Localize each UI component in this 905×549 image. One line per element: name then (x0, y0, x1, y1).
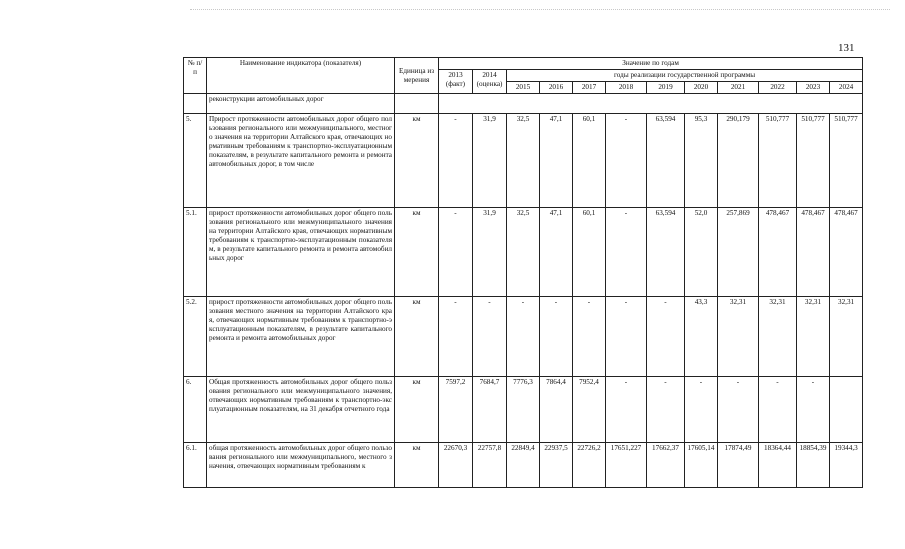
row-value-cell: - (439, 114, 473, 208)
row-value-cell: - (606, 297, 647, 377)
header-year-2015: 2015 (507, 82, 540, 94)
row-num: 5. (184, 114, 207, 208)
row-value-cell: - (606, 208, 647, 297)
row-value-cell: 43,3 (685, 297, 718, 377)
row-value-cell: 60,1 (573, 208, 606, 297)
row-value-cell: - (439, 297, 473, 377)
row-value-cell: 22757,8 (473, 443, 507, 488)
row-value-cell: - (473, 297, 507, 377)
row-unit: км (395, 208, 439, 297)
row-value-cell: - (647, 297, 685, 377)
row-value-cell: 22849,4 (507, 443, 540, 488)
header-year-2014-label: 2014 (482, 71, 497, 79)
header-year-2023: 2023 (797, 82, 830, 94)
row-value-cell: 510,777 (830, 114, 863, 208)
table-row (184, 297, 863, 377)
row-indicator-name: прирост протяженности автомобильных дорог общего пользования регионального или межмуниципального значения на территории Алтайского края, отвечающих нормативным требованиям к транспортно-эксплуатационным показателям, в результате капитального ремонта и ремонта автомобильных дорог (207, 208, 395, 297)
row-value-cell: 22726,2 (573, 443, 606, 488)
header-num: № п/п (184, 58, 207, 94)
header-year-2018: 2018 (606, 82, 647, 94)
row-value-cell: - (797, 377, 830, 443)
row-value-cell: 510,777 (759, 114, 797, 208)
row-value-cell: 32,31 (830, 297, 863, 377)
header-year-2014 (473, 70, 507, 94)
row-value-cell: 7864,4 (540, 377, 573, 443)
row-value-cell: - (759, 377, 797, 443)
row-value-cell: 18854,39 (797, 443, 830, 488)
row-num: 6. (184, 377, 207, 443)
header-year-2022: 2022 (759, 82, 797, 94)
row-value-cell: 17651,227 (606, 443, 647, 488)
page-top-border (190, 9, 890, 10)
continuation-num (184, 94, 207, 114)
row-value-cell: 290,179 (718, 114, 759, 208)
header-program-years: годы реализации государственной программы (507, 70, 863, 82)
row-num: 6.1. (184, 443, 207, 488)
row-value-cell: 63,594 (647, 114, 685, 208)
row-value-cell: - (647, 377, 685, 443)
header-year-2019: 2019 (647, 82, 685, 94)
table-row (184, 114, 863, 208)
row-value-cell: 7597,2 (439, 377, 473, 443)
indicator-table (183, 57, 863, 488)
table-row (184, 208, 863, 297)
page-number: 131 (838, 42, 855, 54)
row-value-cell: 31,9 (473, 114, 507, 208)
row-value-cell: 32,31 (718, 297, 759, 377)
header-year-2021: 2021 (718, 82, 759, 94)
row-value-cell: 60,1 (573, 114, 606, 208)
row-num: 5.1. (184, 208, 207, 297)
header-indicator-name: Наименование индикатора (показателя) (207, 58, 395, 94)
row-value-cell: - (606, 377, 647, 443)
row-value-cell: 63,594 (647, 208, 685, 297)
row-value-cell: 478,467 (797, 208, 830, 297)
row-value-cell: - (439, 208, 473, 297)
row-value-cell: 7952,4 (573, 377, 606, 443)
row-value-cell: - (718, 377, 759, 443)
row-value-cell: 31,9 (473, 208, 507, 297)
row-value-cell: 22670,3 (439, 443, 473, 488)
row-value-cell: 32,31 (797, 297, 830, 377)
row-value-cell: 95,3 (685, 114, 718, 208)
table-row (184, 443, 863, 488)
row-value-cell: 47,1 (540, 208, 573, 297)
header-year-2016: 2016 (540, 82, 573, 94)
header-values-title: Значение по годам (439, 58, 863, 70)
row-value-cell: 17874,49 (718, 443, 759, 488)
row-indicator-name: Общая протяженность автомобильных дорог общего пользования регионального или межмуниципального значения, отвечающих нормативным требованиям к транспортно-эксплуатационным показателям, на 31 декабря отчетного года (207, 377, 395, 443)
header-year-2013 (439, 70, 473, 94)
row-value-cell: 32,5 (507, 208, 540, 297)
continuation-row (184, 94, 863, 114)
row-indicator-name: прирост протяженности автомобильных дорог общего пользования местного значения на территории Алтайского края, отвечающих нормативным требованиям к транспортно-эксплуатационным показателям, в результате капитального ремонта и ремонта автомобильных дорог (207, 297, 395, 377)
row-value-cell: - (685, 377, 718, 443)
table-row (184, 377, 863, 443)
row-value-cell: 17605,14 (685, 443, 718, 488)
header-year-2013-label: 2013 (448, 71, 463, 79)
row-unit: км (395, 297, 439, 377)
row-value-cell: 52,0 (685, 208, 718, 297)
row-num: 5.2. (184, 297, 207, 377)
row-unit: км (395, 443, 439, 488)
row-value-cell: 32,5 (507, 114, 540, 208)
header-year-2013-note: (факт) (445, 80, 466, 88)
row-unit: км (395, 114, 439, 208)
row-value-cell: - (573, 297, 606, 377)
row-value-cell: 510,777 (797, 114, 830, 208)
row-value-cell: 7776,3 (507, 377, 540, 443)
row-value-cell: - (606, 114, 647, 208)
continuation-text: реконструкции автомобильных дорог (207, 94, 395, 114)
header-year-2014-note: (оценка) (476, 80, 503, 88)
header-row-1 (184, 58, 863, 70)
row-value-cell: 22937,5 (540, 443, 573, 488)
row-unit: км (395, 377, 439, 443)
header-year-2024: 2024 (830, 82, 863, 94)
row-value-cell: 19344,3 (830, 443, 863, 488)
row-value-cell: 47,1 (540, 114, 573, 208)
row-value-cell: 7684,7 (473, 377, 507, 443)
row-indicator-name: общая протяженность автомобильных дорог общего пользования регионального или межмуниципального, местного значения, отвечающих нормативным требованиям к (207, 443, 395, 488)
row-indicator-name: Прирост протяженности автомобильных дорог общего пользования регионального или межмуниципального, местного значения на территории Алтайского края, отвечающих нормативным требованиям к транспортно-эксплуатационным показателям, в результате капитального ремонта и ремонта автомобильных дорог, в том числе (207, 114, 395, 208)
continuation-unit (395, 94, 439, 114)
header-year-2017: 2017 (573, 82, 606, 94)
row-value-cell: 17662,37 (647, 443, 685, 488)
continuation-spacer (439, 94, 863, 114)
row-value-cell: - (507, 297, 540, 377)
row-value-cell: - (540, 297, 573, 377)
row-value-cell: 478,467 (830, 208, 863, 297)
row-value-cell: 478,467 (759, 208, 797, 297)
header-year-2020: 2020 (685, 82, 718, 94)
header-unit: Единица измерения (395, 58, 439, 94)
row-value-cell: 18364,44 (759, 443, 797, 488)
row-value-cell: 32,31 (759, 297, 797, 377)
row-value-cell (830, 377, 863, 443)
row-value-cell: 257,869 (718, 208, 759, 297)
